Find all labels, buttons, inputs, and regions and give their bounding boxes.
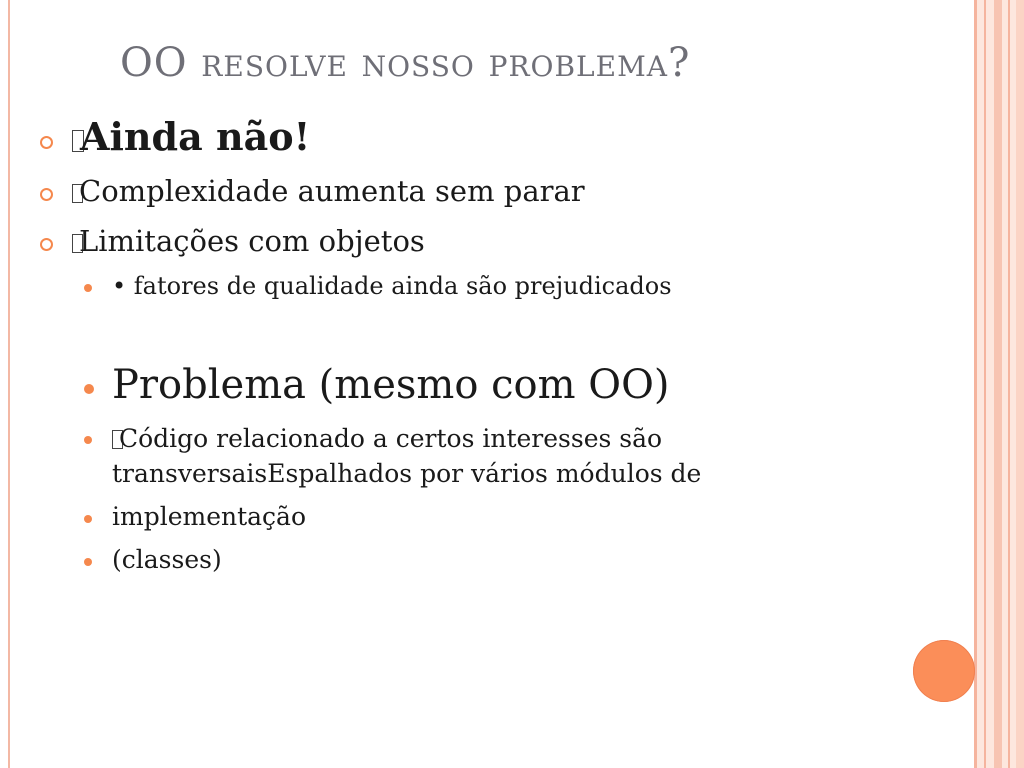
ring-bullet-icon [40,136,53,149]
right-decorative-stripes [974,0,1024,768]
bullet-item-continuation: transversaisEspalhados por vários módulos de [112,459,702,488]
left-border-rule [8,0,10,768]
dot-bullet-icon [84,284,92,292]
bullet-item: (classes) [112,545,222,574]
stripe [974,0,977,768]
stripe [1008,0,1010,768]
stripe [984,0,986,768]
bullet-item: Problema (mesmo com OO) [112,362,670,408]
ring-bullet-icon [40,238,53,251]
dot-bullet-icon [84,436,92,444]
dot-bullet-icon [84,384,94,394]
sub-bullet-item: • fatores de qualidade ainda são prejudicados [112,272,672,300]
bullet-item: Limitações com objetos [72,224,425,258]
bullet-item: Ainda não! [72,114,310,159]
stripe [1016,0,1024,768]
decorative-circle [913,640,975,702]
slide-title: OO resolve nosso problema? [120,40,691,86]
dot-bullet-icon [84,515,92,523]
dot-bullet-icon [84,558,92,566]
bullet-item: implementação [112,502,307,531]
bullet-item: Código relacionado a certos interesses são [112,424,662,453]
stripe [994,0,1002,768]
bullet-item: Complexidade aumenta sem parar [72,174,585,208]
ring-bullet-icon [40,188,53,201]
